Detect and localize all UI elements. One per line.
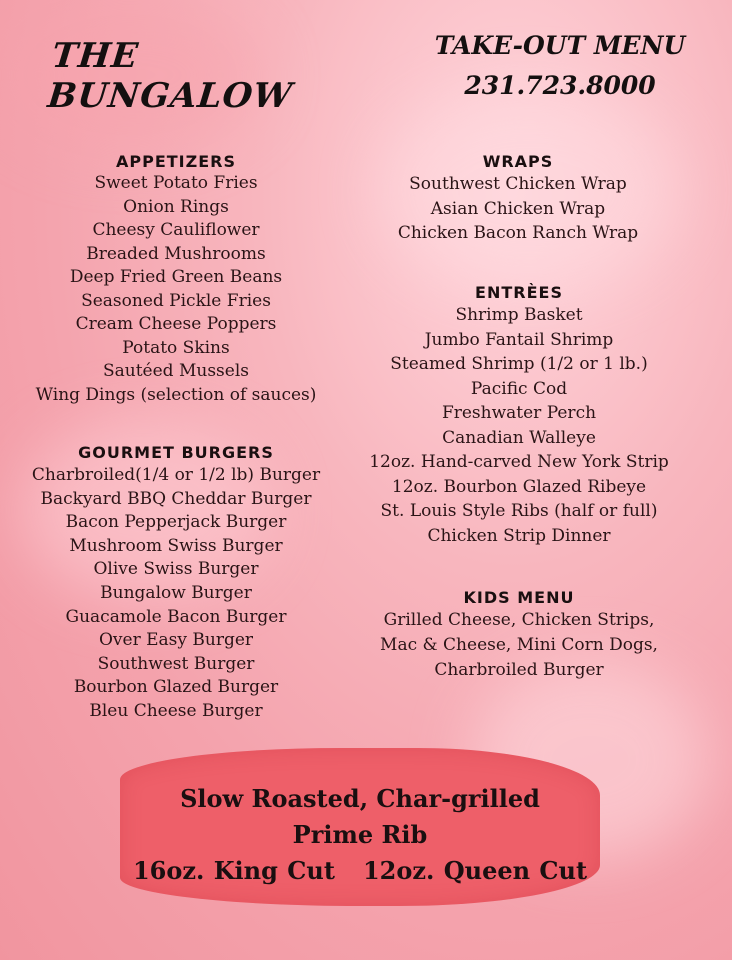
menu-item: Chicken Strip Dinner [427,525,611,546]
restaurant-name: THE BUNGALOW [45,36,295,116]
menu-item: St. Louis Style Ribs (half or full) [380,501,658,521]
menu-item: Olive Swiss Burger [93,559,259,580]
menu-item: Bacon Pepperjack Burger [65,512,287,533]
menu-item: Asian Chicken Wrap [430,198,606,219]
kids-heading: KIDS MENU [463,588,575,607]
menu-item: Sweet Potato Fries [94,173,258,193]
banner-line: 16oz. King Cut 12oz. Queen Cut [132,856,588,885]
menu-item: Sautéed Mussels [103,361,249,381]
menu-item: Wing Dings (selection of sauces) [35,384,317,405]
menu-item: Guacamole Bacon Burger [65,606,287,627]
wraps-section [368,152,668,246]
menu-item: Southwest Burger [97,653,255,674]
menu-item: Chicken Bacon Ranch Wrap [397,223,639,243]
menu-item: Cream Cheese Poppers [75,314,277,334]
menu-item: Deep Fried Green Beans [69,267,283,287]
menu-item: Bourbon Glazed Burger [73,677,279,698]
menu-item: Charbroiled(1/4 or 1/2 lb) Burger [31,465,321,485]
menu-item: Onion Rings [123,196,229,217]
kids-menu-line: Charbroiled Burger [434,660,604,680]
menu-header [430,26,690,106]
menu-item: Cheesy Cauliflower [92,220,260,240]
entrees-heading: ENTRÈES [475,283,563,302]
entrees-section [360,283,678,548]
menu-item: Breaded Mushrooms [86,243,266,264]
kids-menu-line: Grilled Cheese, Chicken Strips, [383,610,655,630]
menu-label: TAKE-OUT MENU [434,31,686,60]
menu-item: Over Easy Burger [98,630,254,651]
menu-item: Pacific Cod [470,378,568,399]
banner-line: Prime Rib [292,820,428,849]
kids-menu-section [360,588,678,683]
menu-item: 12oz. Hand-carved New York Strip [369,452,669,472]
banner-line: Slow Roasted, Char-grilled [180,784,540,813]
menu-item: Canadian Walleye [442,427,596,448]
menu-item: Backyard BBQ Cheddar Burger [40,488,312,509]
menu-item: Freshwater Perch [441,403,597,423]
phone-number: 231.723.8000 [464,71,656,100]
menu-item: Shrimp Basket [455,305,583,325]
menu-item: Jumbo Fantail Shrimp [424,329,614,350]
menu-item: Bungalow Burger [100,582,252,603]
menu-item: Potato Skins [122,337,230,358]
menu-item: 12oz. Bourbon Glazed Ribeye [391,476,647,497]
appetizers-section [26,152,326,407]
menu-item: Bleu Cheese Burger [89,700,263,721]
kids-menu-line: Mac & Cheese, Mini Corn Dogs, [380,635,658,655]
menu-item: Seasoned Pickle Fries [81,290,271,311]
appetizers-heading: APPETIZERS [115,152,236,171]
menu-item: Southwest Chicken Wrap [409,174,627,194]
menu-item: Mushroom Swiss Burger [69,535,283,556]
menu-item: Steamed Shrimp (1/2 or 1 lb.) [390,354,648,374]
gourmet-burgers-section [26,442,326,724]
burgers-heading: GOURMET BURGERS [78,443,274,462]
wraps-heading: WRAPS [482,152,554,171]
